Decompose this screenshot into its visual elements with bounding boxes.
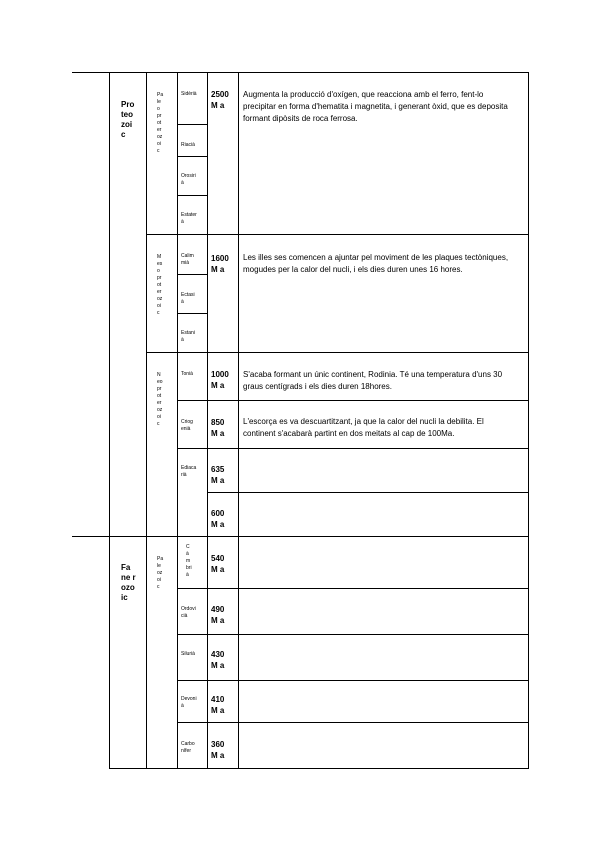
age-360: 360 M a (211, 740, 225, 760)
period-carboniferous: Carbo nífer (181, 741, 195, 754)
age-2500: 2500 M a (211, 90, 229, 110)
description-tonian: S'acaba formant un únic continent, Rodinia. Té una temperatura d'uns 30 graus centígrads i els dies duren 18hores. (243, 370, 503, 391)
rule (177, 124, 207, 125)
age-850: 850 M a (211, 418, 225, 438)
rule (177, 274, 207, 275)
rule (177, 313, 207, 314)
description-cryogenian: L'escorça es va descuartitzant, ja que la calor del nucli la debilita. El continent s'acabarà partint en dos meitats al cap de 100Ma. (243, 417, 484, 438)
period-rhyacian: Riacià (181, 142, 195, 148)
age-600: 600 M a (211, 509, 225, 529)
subeon-paleoproterozoic: Pa le o pr ot er oz oi c (157, 92, 164, 154)
period-siderian: Sidèrià (181, 91, 197, 97)
rule (177, 400, 528, 401)
period-ectasian: Ectasi à (181, 292, 195, 305)
age-635: 635 M a (211, 465, 225, 485)
subeon-mesoproterozoic: M es o pr ot er oz oi c (157, 254, 163, 316)
rule-top (72, 72, 528, 73)
rule (177, 448, 528, 449)
age-1600: 1600 M a (211, 254, 229, 274)
period-ordovician: Ordovi cià (181, 606, 196, 619)
period-ediacaran: Ediaca rià (181, 465, 197, 478)
rule (177, 195, 207, 196)
description-paleoproterozoic: Augmenta la producció d'oxígen, que reacciona amb el ferro, fent-lo precipitar en forma d'hematita i magnetita, i generant òxid, que es deposita formant dipòsits de roca ferrosa. (243, 90, 508, 123)
rule (177, 156, 207, 157)
era-fanerozoic: Fa ne r ozo ic (121, 563, 136, 602)
rule-vertical (207, 72, 208, 769)
rule (146, 234, 528, 235)
rule-vertical (177, 72, 178, 769)
era-proterozoic: Pro teo zoi c (121, 100, 135, 139)
age-430: 430 M a (211, 650, 225, 670)
period-orosirian: Orosiri à (181, 173, 196, 186)
age-1000: 1000 M a (211, 370, 229, 390)
period-devonian: Devoni à (181, 696, 197, 709)
period-statherian: Estater à (181, 212, 197, 225)
period-tonian: Tonià (181, 371, 193, 377)
rule (177, 588, 528, 589)
rule (146, 352, 528, 353)
period-stenian: Estani à (181, 330, 195, 343)
rule-bottom (109, 768, 528, 769)
period-cambrian: C à m bri à (186, 544, 192, 578)
subeon-paleozoic: Pa le oz oi c (157, 556, 164, 590)
rule-vertical (146, 72, 147, 769)
rule-vertical (528, 72, 529, 769)
rule (177, 722, 528, 723)
rule-vertical (109, 72, 110, 769)
age-490: 490 M a (211, 605, 225, 625)
period-cryogenian: Criog enià (181, 419, 193, 432)
subeon-neoproterozoic: N eo pr ot er oz oi c (157, 372, 163, 427)
rule (177, 634, 528, 635)
period-silurian: Silurià (181, 651, 195, 657)
rule-era-divider (72, 536, 528, 537)
rule-vertical (238, 72, 239, 769)
rule (207, 492, 528, 493)
age-410: 410 M a (211, 695, 225, 715)
rule (177, 680, 528, 681)
age-540: 540 M a (211, 554, 225, 574)
description-mesoproterozoic: Les illes ses comencen a ajuntar pel moviment de les plaques tectòniques, mogudes per la calor del nucli, i els dies duren unes 16 hores. (243, 253, 509, 274)
period-calymmian: Calim mià (181, 253, 194, 266)
